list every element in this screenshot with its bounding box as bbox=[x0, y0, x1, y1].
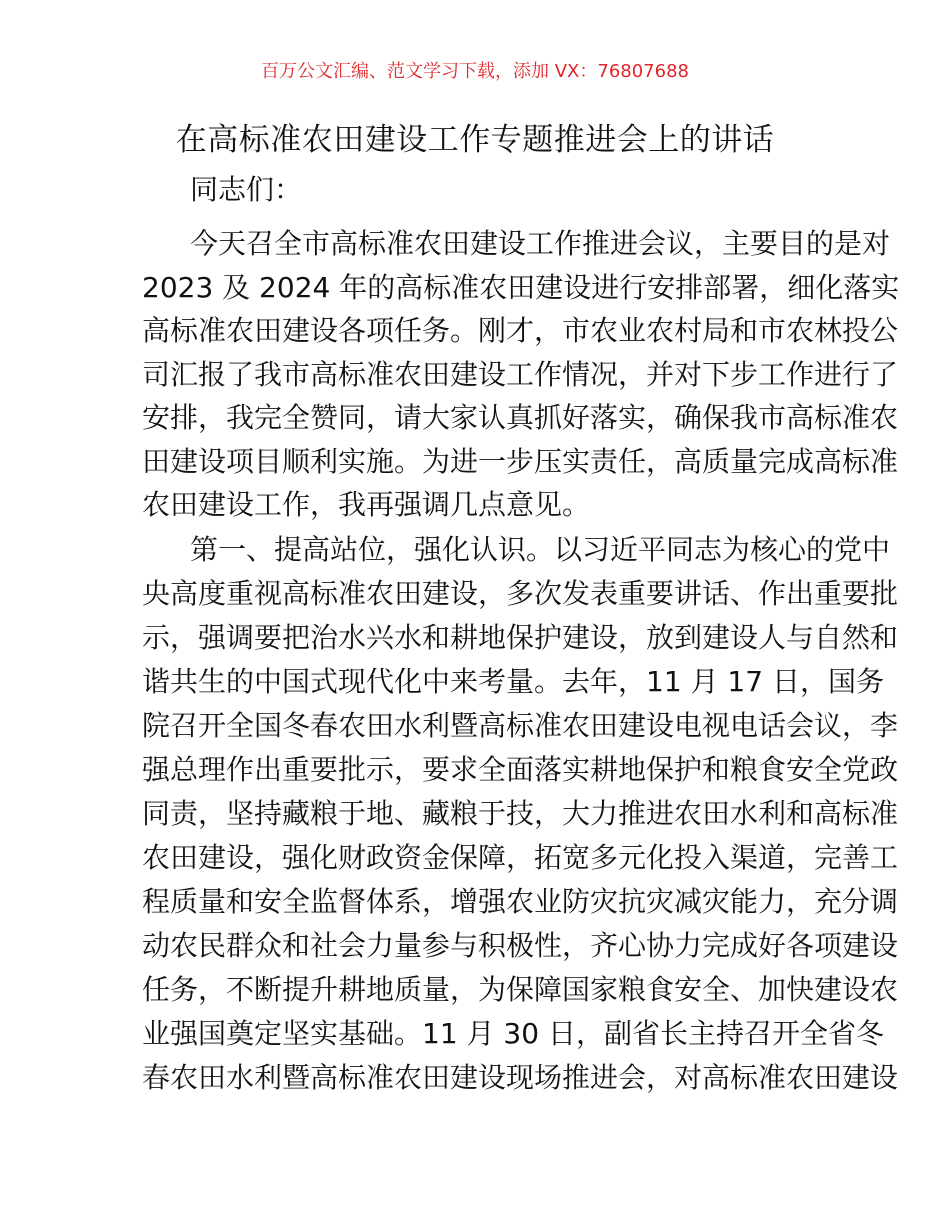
watermark-header: 百万公文汇编、范文学习下载，添加 VX：76807688 bbox=[261, 61, 689, 82]
paragraph-line: 任务，不断提升耕地质量，为保障国家粮食安全、加快建设农 bbox=[142, 973, 899, 1006]
paragraph-line: 2023 及 2024 年的高标准农田建设进行安排部署，细化落实 bbox=[142, 270, 900, 304]
paragraph-line: 央高度重视高标准农田建设，多次发表重要讲话、作出重要批 bbox=[142, 577, 899, 610]
document-title: 在高标准农田建设工作专题推进会上的讲话 bbox=[175, 122, 775, 158]
greeting: 同志们： bbox=[190, 173, 303, 206]
paragraph-line: 示，强调要把治水兴水和耕地保护建设，放到建设人与自然和 bbox=[142, 621, 899, 654]
paragraph-line: 程质量和安全监督体系，增强农业防灾抗灾减灾能力，充分调 bbox=[142, 885, 899, 918]
paragraph-line: 强总理作出重要批示，要求全面落实耕地保护和粮食安全党政 bbox=[142, 753, 899, 786]
paragraph-line: 春农田水利暨高标准农田建设现场推进会，对高标准农田建设 bbox=[142, 1061, 899, 1094]
paragraph-line: 今天召全市高标准农田建设工作推进会议，主要目的是对 bbox=[190, 227, 891, 260]
paragraph-line: 业强国奠定坚实基础。11 月 30 日，副省长主持召开全省冬 bbox=[142, 1017, 884, 1050]
paragraph-line: 田建设项目顺利实施。为进一步压实责任，高质量完成高标准 bbox=[142, 444, 899, 478]
paragraph-line: 第一、提高站位，强化认识。以习近平同志为核心的党中 bbox=[190, 533, 891, 566]
paragraph-line: 谐共生的中国式现代化中来考量。去年，11 月 17 日，国务 bbox=[142, 665, 884, 698]
paragraph-line: 高标准农田建设各项任务。刚才，市农业农村局和市农林投公 bbox=[142, 314, 899, 347]
paragraph-line: 院召开全国冬春农田水利暨高标准农田建设电视电话会议，李 bbox=[142, 709, 899, 742]
paragraph-line: 农田建设工作，我再强调几点意见。 bbox=[142, 488, 591, 521]
paragraph-line: 农田建设，强化财政资金保障，拓宽多元化投入渠道，完善工 bbox=[142, 841, 899, 874]
paragraph-line: 司汇报了我市高标准农田建设工作情况，并对下步工作进行了 bbox=[142, 357, 899, 391]
paragraph-line: 安排，我完全赞同，请大家认真抓好落实，确保我市高标准农 bbox=[142, 401, 899, 434]
paragraph-line: 同责，坚持藏粮于地、藏粮于技，大力推进农田水利和高标准 bbox=[142, 797, 899, 830]
paragraph-line: 动农民群众和社会力量参与积极性，齐心协力完成好各项建设 bbox=[142, 929, 899, 962]
